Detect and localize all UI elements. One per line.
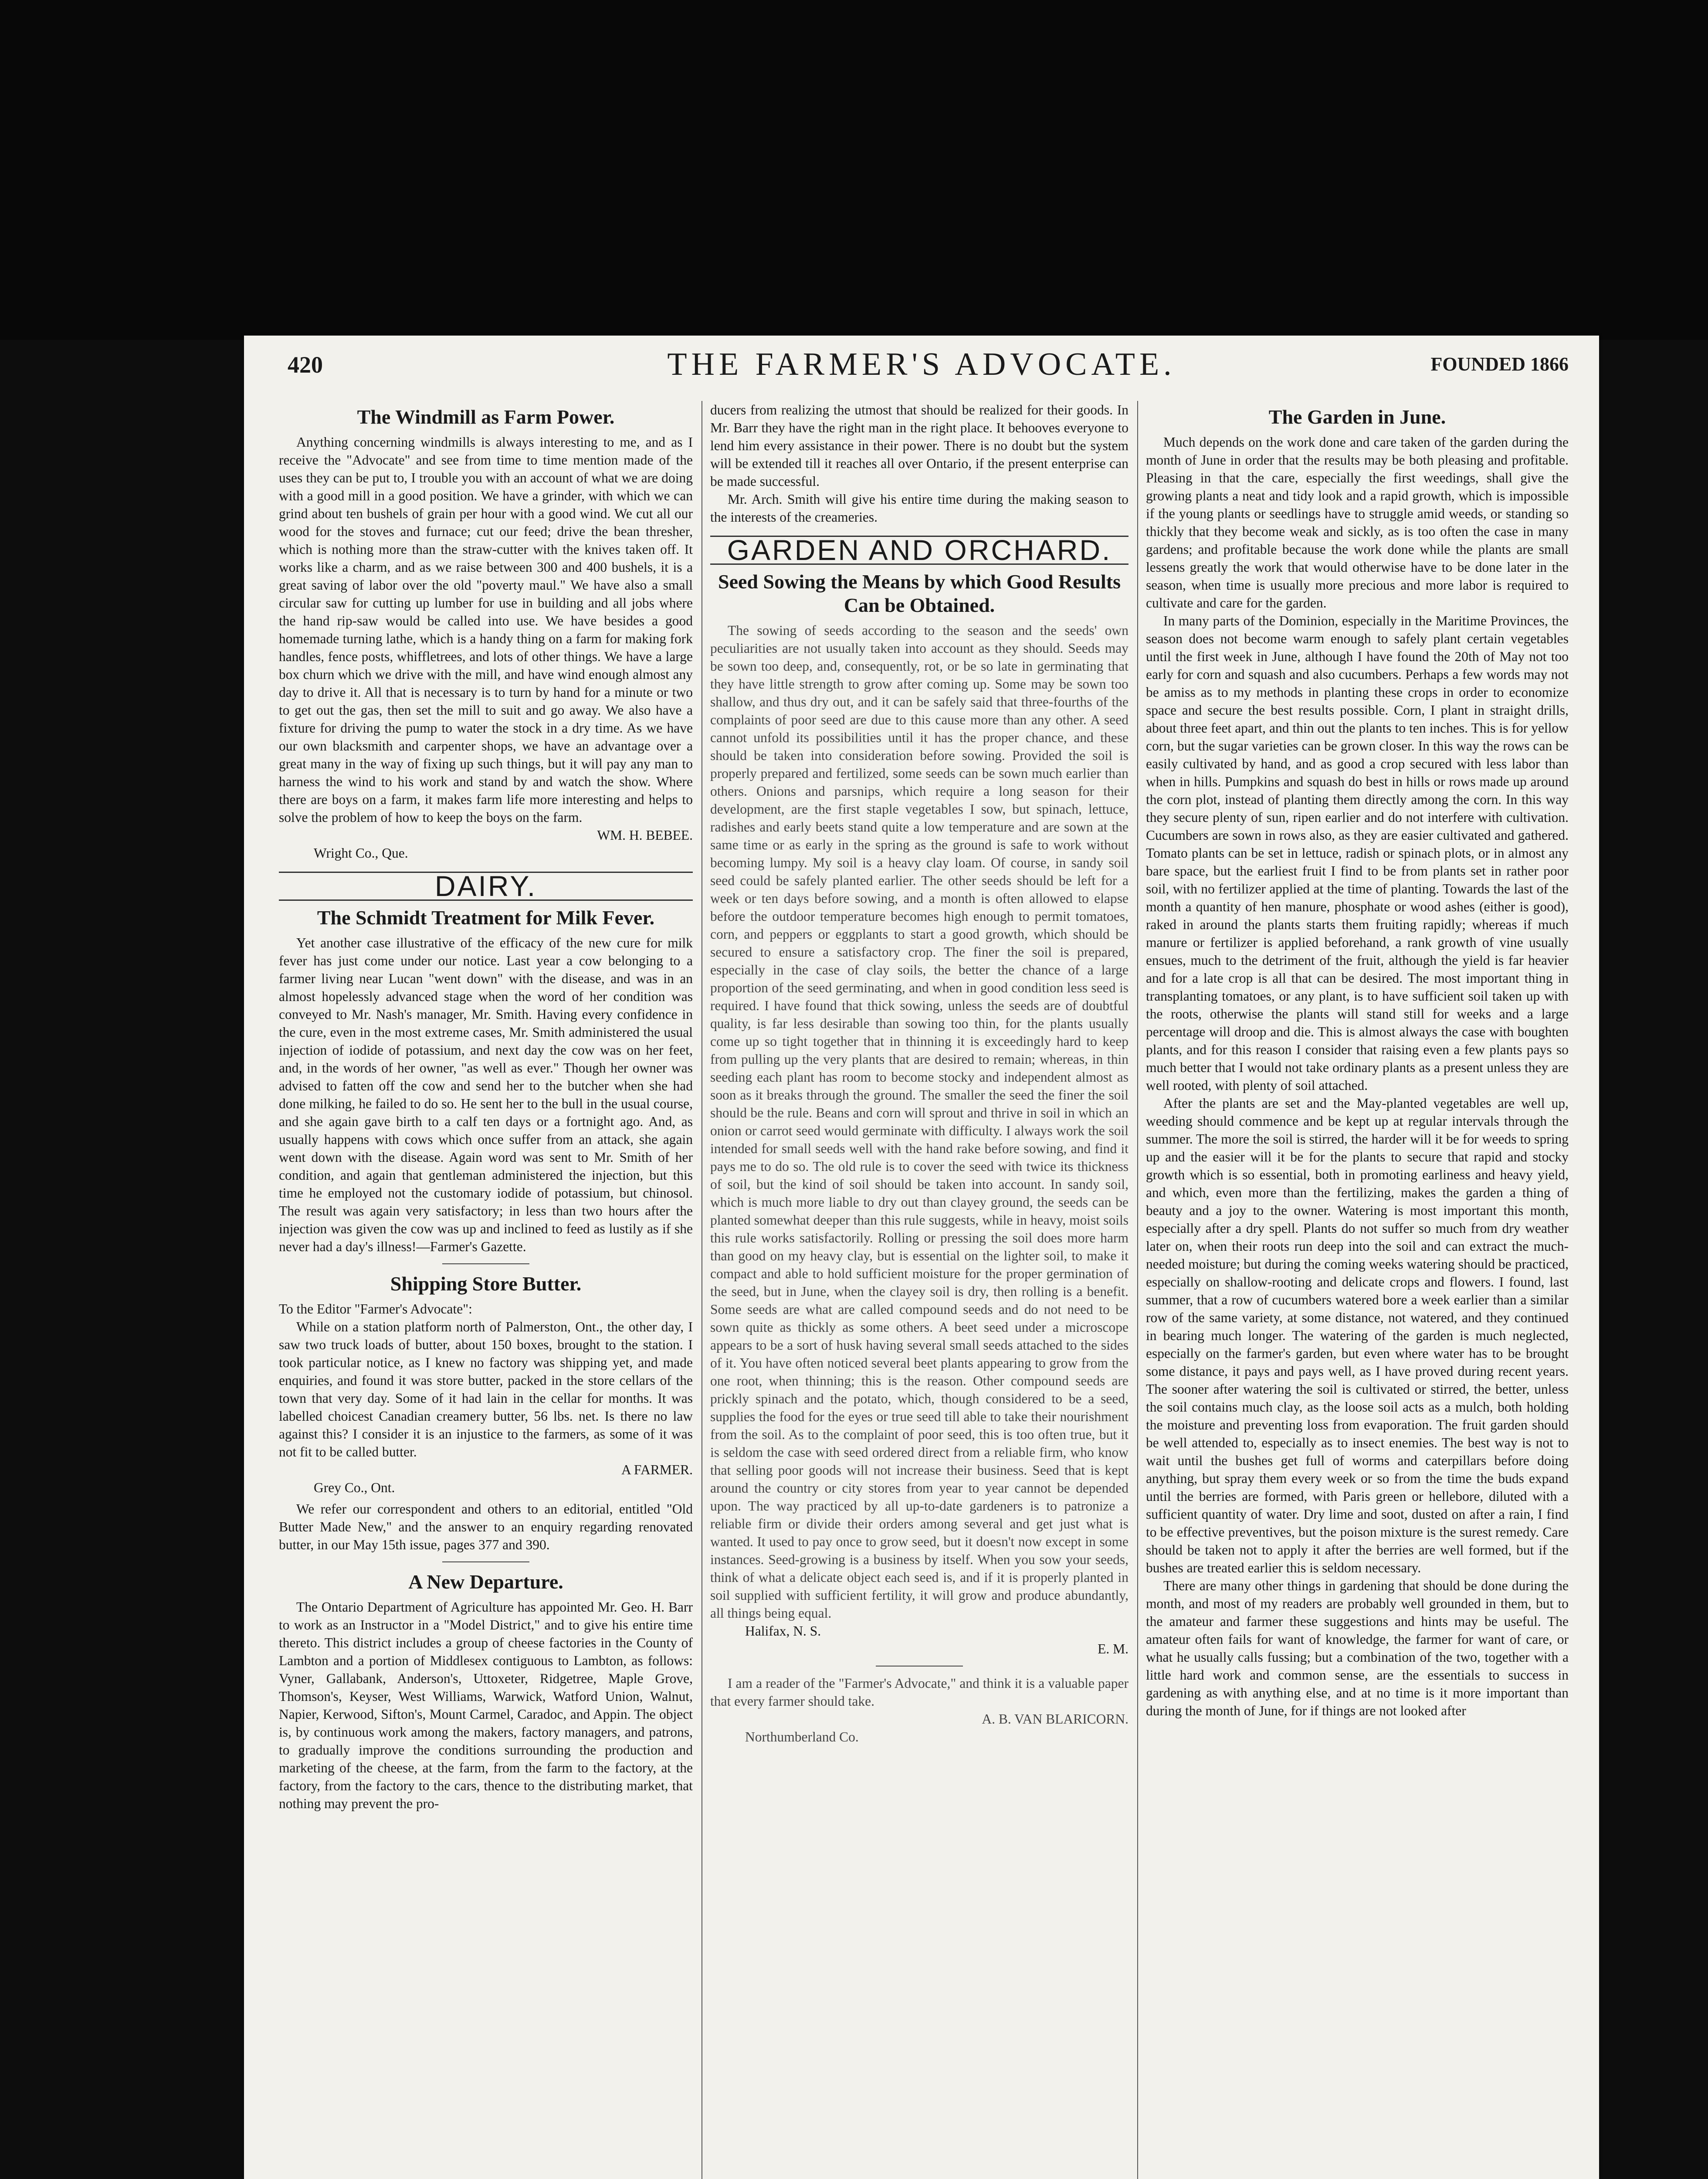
- founded-label: FOUNDED 1866: [1430, 353, 1569, 375]
- signature-windmill: WM. H. BEBEE.: [597, 828, 693, 843]
- place-seed: Halifax, N. S.: [745, 1623, 821, 1639]
- article-body-departure-continued: ducers from realizing the utmost that should be realized for their goods. In Mr. Barr they have the right man in the right place. It behooves everyone to lend him every assistance in their power. There is no doubt but the system will be extended till it reaches all over Ontario, if the present enterprise can be made successful.: [710, 402, 1128, 489]
- reader-letter-body: I am a reader of the "Farmer's Advocate," and think it is a valuable paper that every farmer should take.: [710, 1676, 1128, 1709]
- article-body-schmidt: Yet another case illustrative of the efficacy of the new cure for milk fever has just come under our notice. Last year a cow belonging to a farmer living near Lucan "went down" with the disease, and was in an almost hopelessly advanced stage when the word of her condition was conveyed to Mr. Nash's manager, Mr. Smith. Having every confidence in the cure, even in the most extreme cases, Mr. Smith administered the usual injection of iodide of potassium, and next day the cow was on her feet, and, in the words of her owner, "as well as ever." Though her owner was advised to fatten off the cow and send her to the butcher when she had done milking, he failed to do so. He sent her to the bull in the usual course, and she again gave birth to a calf ten days or a fortnight ago. And, as usually happens with cows which once suffer from an attack, she again went down with the disease. Again word was sent to Mr. Smith of her condition, and again that gentleman administered the injection, but this time he employed not the customary iodide of potassium, but chinosol. The result was again very satisfactory; in less than two hours after the injection was given the cow was up and inclined to feed as lustily as if she never had a day's illness!—Farmer's Gazette.: [279, 935, 693, 1254]
- article-title-departure: A New Departure.: [408, 1571, 563, 1593]
- article-paragraph-2: In many parts of the Dominion, especially in the Maritime Provinces, the season does not become warm enough to safely plant certain vegetables until the first week in June, although I have found the 20th of May not too early for corn and squash and also cucumbers. Perhaps a few words may not be amiss as to my methods in planting these crops in order to economize space and secure the best results possible. Corn, I plant in straight drills, about three feet apart, and thin out the plants to ten inches. This is for yellow corn, but the sugar varieties can be grown closer. In this way the rows can be easily cultivated by hand, and as good a crop secured with less labor than when in hills. Pumpkins and squash do best in hills or rows made up around the corn plot, instead of planting them directly among the corn. In this way they secure plenty of sun, ripen earlier and do not interfere with cultivation. Cucumbers are sown in rows also, as they are easier cultivated and gathered. Tomato plants can be set in lettuce, radish or spinach plots, or in almost any bare space, but the earliest fruit I find to be from plants set in rather poor soil, with no fertilizer applied at the time of planting. Towards the last of the month a quantity of hen manure, phosphate or wood ashes (either is good), raked in around the plants starts them fruiting rapidly; whereas if much manure or fertilizer is applied beforehand, a rank growth of vine usually ensues, much to the detriment of the fruit, although the yield is far heavier and for a late crop is all that can be desired. The most important thing in transplanting tomatoes, or any plant, is to have sufficient soil taken up with the roots, otherwise the plants will stand still for weeks and a large percentage will droop and die. This is almost always the case with boughten plants, and for this reason I consider that raising even a few plants pays so much better that I would not take ordinary plants as a present unless they are well rooted, with plenty of soil attached.: [1146, 613, 1569, 1093]
- place-windmill: Wright Co., Que.: [314, 845, 408, 861]
- newspaper-page: [244, 336, 1599, 2179]
- article-body-butter: While on a station platform north of Palmerston, Ont., the other day, I saw two truck loads of butter, about 150 boxes, brought to the station. I took particular notice, as I knew no factory was shipping yet, and made enquiries, and found it was store butter, packed in the store cellars of the town that very day. Some of it had lain in the cellar for months. It was labelled choicest Canadian creamery butter, 56 lbs. net. Is there no law against this? I consider it is an injustice to the farmers, as some of it was not fit to be called butter.: [279, 1319, 693, 1459]
- article-title-butter: Shipping Store Butter.: [390, 1273, 582, 1295]
- film-border-top: [0, 0, 1708, 340]
- article-body-departure: The Ontario Department of Agriculture has appointed Mr. Geo. H. Barr to work as an Instructor in a "Model District," and to give his entire time thereto. This district includes a group of cheese factories in the County of Lambton and a portion of Middlesex contiguous to Lambton, as follows: Vyner, Gallabank, Anderson's, Uttoxeter, Ridgetree, Maple Grove, Thomson's, Keyser, West Williams, Warwick, Watford Union, Walnut, Napier, Kerwood, Sifton's, Mount Carmel, Caradoc, and Appin. The object is, by continuous work among the makers, factory managers, and patrons, to gradually improve the conditions surrounding the production and marketing of the cheese, at the farm, from the farm to the factory, at the factory, from the factory to the cars, thence to the distributing market, that nothing may prevent the pro-: [279, 1599, 693, 1811]
- article-title-schmidt: The Schmidt Treatment for Milk Fever.: [317, 906, 655, 929]
- page-number: 420: [288, 352, 323, 378]
- page-header: [244, 336, 1599, 388]
- column-rule: [1137, 401, 1138, 2179]
- editor-note-butter: We refer our correspondent and others to an editorial, entitled "Old Butter Made New," and the answer to an enquiry regarding renovated butter, in our May 15th issue, pages 377 and 390.: [279, 1501, 693, 1552]
- article-title-seed-sowing: Seed Sowing the Means by which Good Results Can be Obtained.: [718, 570, 1121, 616]
- column-right: [1146, 401, 1569, 2179]
- masthead-title: THE FARMER'S ADVOCATE.: [667, 346, 1176, 382]
- section-heading-garden: GARDEN AND ORCHARD.: [710, 536, 1128, 565]
- article-paragraph-1: Much depends on the work done and care taken of the garden during the month of June in order that the results may be both pleasing and profitable. Pleasing in that the care, especially the first weedings, shall give the growing plants a neat and tidy look and a rapid growth, which is impossible if the young plants or seedlings have to struggle amid weeds, or standing so thickly that they become weak and sickly, as is too often the case in many gardens; and profitable because the work done while the plants are small lessens greatly the work that would otherwise have to be done later in the season, when time is usually more precious and more labor is required to cultivate and care for the garden.: [1146, 434, 1569, 611]
- article-paragraph-4: There are many other things in gardening that should be done during the month, and most of my readers are probably well grounded in them, but to the amateur and farmer these suggestions and hints may be useful. The amateur often fails for want of knowledge, the farmer for want of care, or what he usually calls fussing; but a combination of the two, together with a little hard work and common sense, are the essentials to success in gardening as with anything else, and at no time is it more important than during the month of June, for if things are not looked after: [1146, 1578, 1569, 1718]
- section-heading-dairy: DAIRY.: [279, 872, 693, 901]
- article-body-seed-sowing: The sowing of seeds according to the season and the seeds' own peculiarities are not usually taken into account as they should. Seeds may be sown too deep, and, consequently, rot, or be so late in germinating that they have little strength to grow after coming up. Some may be sown too shallow, and thus dry out, and it can be safely said that three-fourths of the complaints of poor seed are due to this cause more than any other. A seed cannot unfold its possibilities until it has the proper chance, and these should be taken into consideration before sowing. Provided the soil is properly prepared and fertilized, some seeds can be sown much earlier than others. Onions and parsnips, which require a long season for their development, are the first staple vegetables I sow, but spinach, lettuce, radishes and early beets stand quite a low temperature and are sown at the same time or as early in the spring as the ground is safe to work without becoming lumpy. My soil is a heavy clay loam. Of course, in sandy soil seed could be safely planted earlier. The other seeds should be left for a week or ten days before sowing, and a month is often allowed to elapse before the outdoor temperature becomes high enough to permit tomatoes, corn, and peppers or eggplants to start a good growth, which should be secured to ensure a satisfactory crop. The finer the soil is prepared, especially in the case of clay soils, the better the chance of a large proportion of the seed germinating, and when in good condition less seed is required. I have found that thick sowing, unless the seeds are of doubtful quality, is far less desirable than sowing too thin, for the plants usually come up so tight together that in thinning it is exceedingly hard to keep from pulling up the very plants that are desired to remain; whereas, in thin seeding each plant has room to become stocky and independent almost as soon as it breaks through the ground. The smaller the seed the finer the soil should be the rule. Beans and corn will sprout and thrive in soil in which an onion or carrot seed would germinate with difficulty. I always work the soil intended for small seeds well with the hand rake before sowing, and find it pays me to do so. The old rule is to cover the seed with twice its thickness of soil, but the kind of soil should be taken into account. In sandy soil, which is much more liable to dry out than clayey ground, the seeds can be planted somewhat deeper than this rule suggests, while in heavy, moist soils this rule works satisfactorily. Rolling or pressing the soil does more harm than good on my heavy clay, but is essential on the lighter soil, to make it compact and able to hold sufficient moisture for the proper germination of the seed, but in June, when the clayey soil is dry, then rolling is a benefit. Some seeds are what are called compound seeds and do not need to be sown quite as thickly as some others. A beet seed under a microscope appears to be a sort of husk having several small seeds attached to the sides of it. You have often noticed several beet plants appearing to grow from the one root, when thinning; this is the reason. Other compound seeds are prickly spinach and the potato, which, though considered to be a seed, supplies the food for the eyes or true seed till able to take their nourishment from the soil. As to the complaint of poor seed, this is too often true, but it is seldom the case with seed ordered direct from a reliable firm, who know that selling poor goods will not increase their business. Seed that is kept around the country or city stores from year to year cannot be depended upon. The way practiced by all up-to-date gardeners is to patronize a reliable firm or divide their orders among several and get just what is wanted. It used to pay once to grow seed, but it doesn't now except in some instances. Seed-growing is a business by itself. When you sow your seeds, think of what a delicate object each seed is, and if it is properly planted in soil supplied with sufficient fertility, it will grow and produce abundantly, all things being equal.: [710, 623, 1128, 1621]
- divider: [442, 1561, 529, 1562]
- article-body-departure-creameries: Mr. Arch. Smith will give his entire time during the making season to the interests of the creameries.: [710, 492, 1128, 525]
- signature-reader: A. B. VAN BLARICORN.: [982, 1711, 1128, 1727]
- article-paragraph-3: After the plants are set and the May-planted vegetables are well up, weeding should commence and be kept up at regular intervals through the summer. The more the soil is stirred, the harder will it be for weeds to spring up and the easier will it be for the plants to secure that rapid and stocky growth which is so essential, both in promoting earliness and heavy yield, and which, even more than the fertilizing, makes the garden a thing of beauty and a joy to the owner. Watering is most important this month, especially after a dry spell. Plants do not suffer so much from dry weather later on, when their roots run deep into the soil and can extract the much-needed moisture; but during the coming weeks watering should be practiced, especially on shallow-rooting and delicate crops and flowers. I found, last summer, that a row of cucumbers watered bore a week earlier than a similar row of the same variety, at some distance, not watered, and they continued in bearing much longer. The watering of the garden is much neglected, especially on the farmer's garden, but even where water has to be brought some distance, it pays and pays well, as I have proved during recent years. The sooner after watering the soil is cultivated or stirred, the better, unless the soil contains much clay, as the loose soil acts as a mulch, both holding the moisture and preventing loss from evaporation. The fruit garden should be well attended to, especially as to insect enemies. The best way is not to wait until the bushes get full of worms and caterpillars before doing anything, but spray them every week or so from the time the buds expand until the berries are formed, with Paris green or hellebore, diluted with a sufficient quantity of water. Dry lime and soot, dusted on after a rain, I find to be effective preventives, but the poison mixture is the surest remedy. Care should be taken not to apply it after the berries are well formed, but if the bushes are treated earlier this is seldom necessary.: [1146, 1096, 1569, 1575]
- divider: [442, 1263, 529, 1264]
- article-body-windmill: Anything concerning windmills is always interesting to me, and as I receive the "Advocate" and see from time to time mention made of the uses they can be put to, I trouble you with an account of what we are doing with a good mill in a good position. We have a grinder, with which we can grind about ten bushels of grain per hour with a good wind. We cut all our wood for the stoves and furnace; cut our feed; drive the bean thresher, which is nothing more than the straw-cutter with the knives taken off. It works like a charm, and as we raise between 300 and 400 bushels, it is a great saving of labor over the old "poverty maul." We have also a small circular saw for cutting up lumber for use in building and all jobs where the hand rip-saw would be called into use. We have besides a good homemade turning lathe, which is a handy thing on a farm for making fork handles, fence posts, whiffletrees, and lots of other things. We have a large box churn which we drive with the mill, and have wind enough almost any day to drive it. All that is necessary is to turn by hand for a minute or two to get out the gas, then set the mill to suit and go away. We also have a fixture for driving the pump to water the stock in a dry time. As we have our own blacksmith and carpenter shops, we have an advantage over a great many in the way of fixing up such things, but it will pay any man to harness the wind to his work and stand by and watch the show. Where there are boys on a farm, it makes farm life more interesting and helps to solve the problem of how to keep the boys on the farm.: [279, 434, 693, 825]
- letter-salutation: To the Editor "Farmer's Advocate":: [279, 1301, 472, 1317]
- column-left: [279, 401, 693, 2179]
- place-reader: Northumberland Co.: [745, 1729, 859, 1745]
- article-title-garden-june: The Garden in June.: [1268, 406, 1446, 428]
- signature-seed: E. M.: [1098, 1641, 1128, 1656]
- signature-butter: A FARMER.: [621, 1462, 693, 1477]
- article-title-windmill: The Windmill as Farm Power.: [357, 406, 615, 428]
- place-butter: Grey Co., Ont.: [314, 1480, 395, 1495]
- column-middle: [710, 401, 1128, 2179]
